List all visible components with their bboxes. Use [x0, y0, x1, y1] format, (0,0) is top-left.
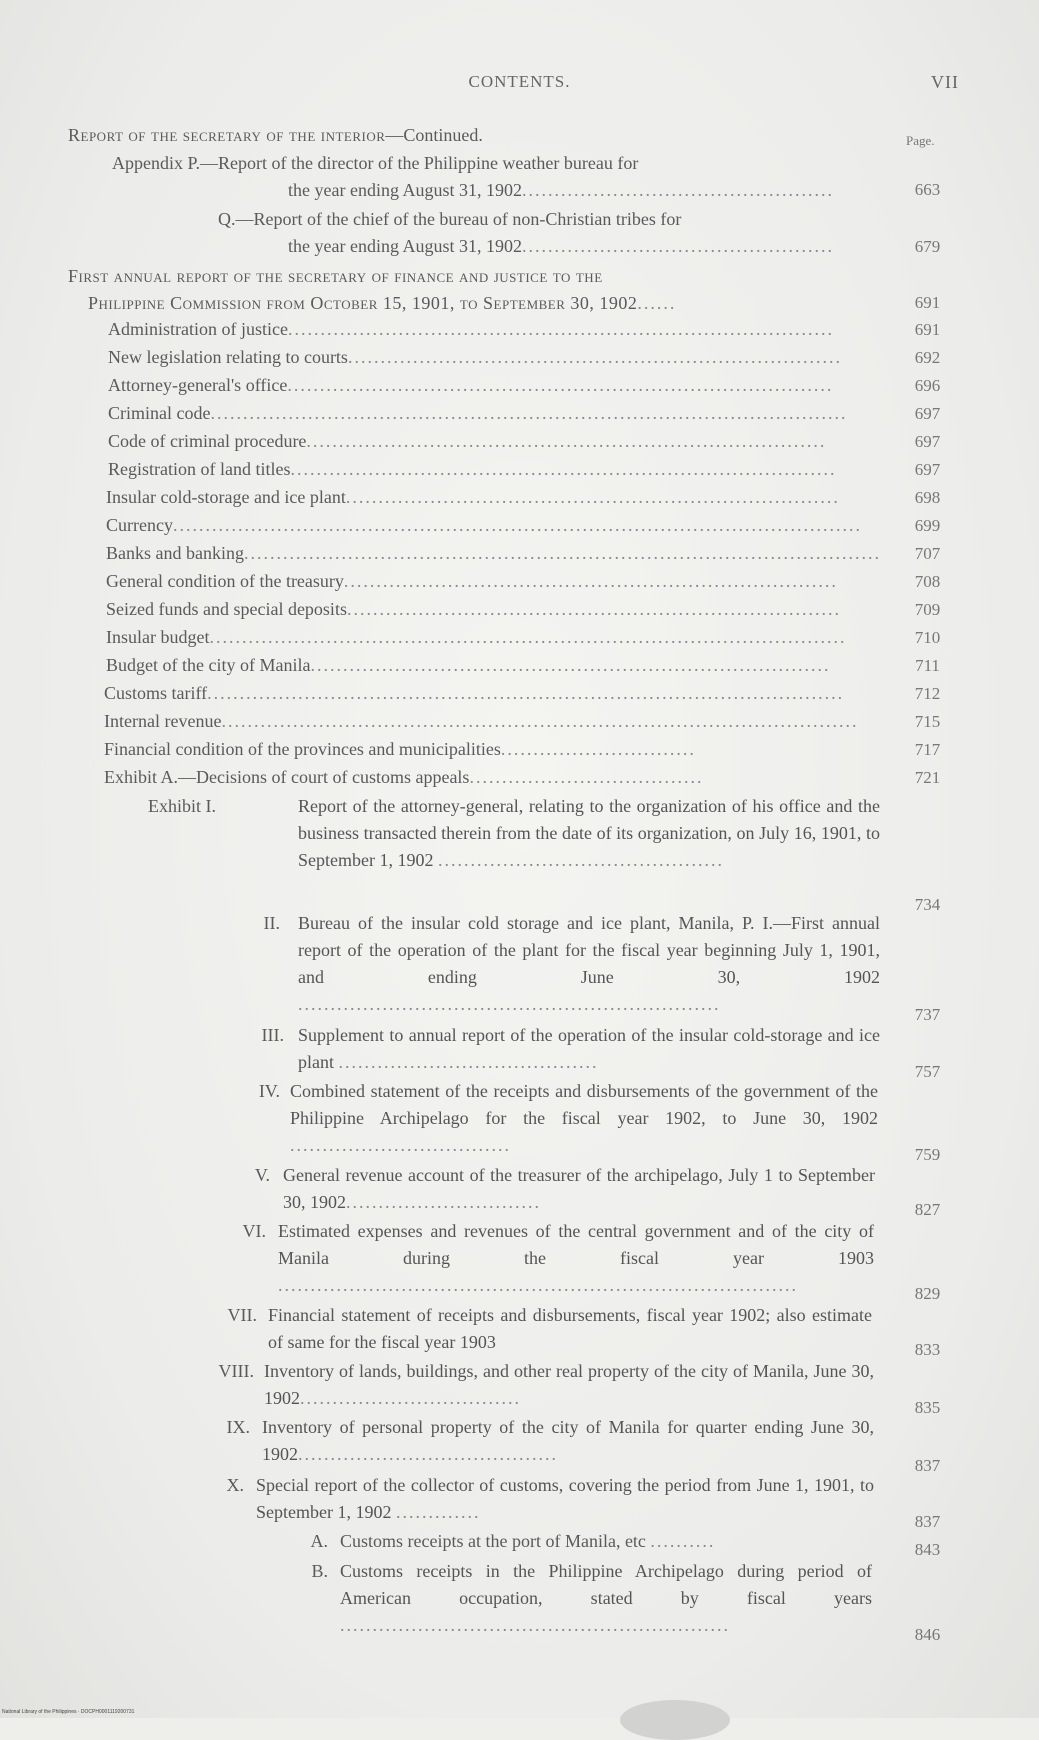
- toc-entry[interactable]: Budget of the city of Manila................................................................................: [106, 655, 831, 675]
- toc-entry[interactable]: Financial condition of the provinces and municipalities..............................: [104, 739, 696, 759]
- toc-page-number: 712: [914, 684, 941, 703]
- toc-page-number: 709: [914, 600, 941, 619]
- scan-footer-text: National Library of the Philippines · DOCPH0001119200731: [2, 1709, 135, 1715]
- toc-entry-continuation: the year ending August 31, 1902................................................: [288, 236, 834, 256]
- toc-entry-label: VII.: [227, 1305, 257, 1325]
- toc-entry[interactable]: Customs receipts at the port of Manila, etc ..........: [340, 1531, 716, 1551]
- toc-entry[interactable]: Administration of justice....................................................................................: [108, 319, 834, 339]
- scan-blot: [620, 1700, 730, 1740]
- toc-page-number: 846: [914, 1625, 941, 1644]
- running-header-title: CONTENTS.: [468, 72, 571, 91]
- toc-section-heading[interactable]: First annual report of the secretary of finance and justice to the: [68, 266, 603, 286]
- toc-entry[interactable]: Bureau of the insular cold storage and ice plant, Manila, P. I.—First annual report of the operation of the plant for the fiscal year beginning July 1, 1901, and ending June 30, 1902.................................................................: [298, 913, 880, 1014]
- toc-entry[interactable]: Financial statement of receipts and disbursements, fiscal year 1902; also estimate of same for the fiscal year 1903: [268, 1305, 872, 1352]
- toc-entry-label: X.: [226, 1475, 244, 1495]
- toc-entry-label: Exhibit I.: [148, 796, 216, 816]
- toc-entry[interactable]: General condition of the treasury............................................................................: [106, 571, 838, 591]
- toc-entry[interactable]: New legislation relating to courts............................................................................: [108, 347, 842, 367]
- toc-page-number: 715: [914, 712, 941, 731]
- page-column-label: Page.: [906, 133, 935, 148]
- toc-entry[interactable]: Customs tariff..................................................................................................: [104, 683, 845, 703]
- toc-page-number: 829: [914, 1284, 941, 1303]
- toc-page-number: 691: [914, 320, 941, 339]
- toc-entry[interactable]: Combined statement of the receipts and disbursements of the government of the Philippine Archipelago for the fiscal year 1902, to June 30, 1902..................................: [290, 1081, 878, 1155]
- toc-entry[interactable]: Insular cold-storage and ice plant............................................................................: [106, 487, 840, 507]
- toc-entry[interactable]: Currency..........................................................................................................: [106, 515, 862, 535]
- toc-entry-label: V.: [254, 1165, 270, 1185]
- toc-page-number: 679: [914, 237, 941, 256]
- toc-entry[interactable]: Attorney-general's office....................................................................................: [108, 375, 834, 395]
- toc-page-number: 827: [914, 1200, 941, 1219]
- toc-entry[interactable]: Seized funds and special deposits............................................................................: [106, 599, 841, 619]
- toc-page-number: 833: [914, 1340, 941, 1359]
- toc-entry[interactable]: Inventory of lands, buildings, and other real property of the city of Manila, June 30, 1902..................................: [264, 1361, 874, 1408]
- toc-entry[interactable]: General revenue account of the treasurer of the archipelago, July 1 to September 30, 1902..............................: [283, 1165, 875, 1212]
- toc-entry[interactable]: Report of the attorney-general, relating to the organization of his office and the business transacted therein from the date of its organization, on July 16, 1901, to September 1, 1902 ............................................: [298, 796, 880, 870]
- toc-page-number: 699: [914, 516, 941, 535]
- toc-page-number: 837: [914, 1456, 941, 1475]
- toc-section-heading: Report of the secretary of the interior—Continued.: [68, 125, 483, 145]
- toc-page-number: 697: [914, 404, 941, 423]
- toc-entry[interactable]: Registration of land titles....................................................................................: [108, 459, 837, 479]
- toc-entry[interactable]: Supplement to annual report of the operation of the insular cold-storage and ice plant ........................................: [298, 1025, 880, 1072]
- toc-entry-label: IX.: [226, 1417, 250, 1437]
- toc-entry[interactable]: Customs receipts in the Philippine Archipelago during period of American occupation, stated by fiscal years............................................................: [340, 1561, 872, 1635]
- toc-page-number: 696: [914, 376, 941, 395]
- toc-page-number: 708: [914, 572, 941, 591]
- running-header-page-number: VII: [931, 72, 959, 92]
- toc-entry[interactable]: Criminal code..................................................................................................: [108, 403, 848, 423]
- toc-entry[interactable]: Banks and banking..................................................................................................: [106, 543, 881, 563]
- toc-entry-label: II.: [263, 913, 280, 933]
- toc-entry[interactable]: Estimated expenses and revenues of the central government and of the city of Manila during the fiscal year 1903................................................................................: [278, 1221, 874, 1295]
- toc-page-number: 663: [914, 180, 941, 199]
- toc-entry-continuation: Philippine Commission from October 15, 1901, to September 30, 1902......: [88, 293, 677, 313]
- toc-entry-continuation: the year ending August 31, 1902................................................: [288, 180, 834, 200]
- toc-page-number: 737: [914, 1005, 941, 1024]
- toc-page-number: 717: [914, 740, 941, 759]
- toc-page-number: 698: [914, 488, 941, 507]
- toc-page-number: 691: [914, 293, 941, 312]
- toc-page-number: 835: [914, 1398, 941, 1417]
- toc-page-number: 711: [915, 656, 940, 675]
- toc-page-number: 843: [914, 1540, 941, 1559]
- toc-entry[interactable]: Q.—Report of the chief of the bureau of non-Christian tribes for: [218, 209, 682, 229]
- toc-page-number: 837: [914, 1512, 941, 1531]
- toc-page-number: 707: [914, 544, 941, 563]
- toc-page-number: 692: [914, 348, 941, 367]
- toc-entry[interactable]: Code of criminal procedure................................................................................: [108, 431, 827, 451]
- toc-entry-label: B.: [311, 1561, 328, 1581]
- toc-entry-label: IV.: [258, 1081, 280, 1101]
- toc-page-number: 710: [914, 628, 941, 647]
- toc-entry[interactable]: Inventory of personal property of the city of Manila for quarter ending June 30, 1902........................................: [262, 1417, 874, 1464]
- toc-page-number: 759: [914, 1145, 941, 1164]
- toc-entry[interactable]: Special report of the collector of customs, covering the period from June 1, 1901, to September 1, 1902 .............: [256, 1475, 874, 1522]
- toc-page-number: 734: [914, 895, 941, 914]
- toc-entry-label: III.: [261, 1025, 284, 1045]
- toc-page-number: 697: [914, 460, 941, 479]
- toc-entry[interactable]: Insular budget..................................................................................................: [106, 627, 847, 647]
- toc-page-number: 721: [914, 768, 941, 787]
- toc-page-number: 697: [914, 432, 941, 451]
- toc-entry[interactable]: Exhibit A.—Decisions of court of customs appeals....................................: [104, 767, 704, 787]
- toc-entry[interactable]: Internal revenue..................................................................................................: [104, 711, 859, 731]
- toc-page-number: 757: [914, 1062, 941, 1081]
- toc-entry-label: VI.: [242, 1221, 266, 1241]
- toc-entry-label: VIII.: [218, 1361, 254, 1381]
- toc-entry[interactable]: Appendix P.—Report of the director of the Philippine weather bureau for: [112, 153, 639, 173]
- toc-entry-label: A.: [310, 1531, 328, 1551]
